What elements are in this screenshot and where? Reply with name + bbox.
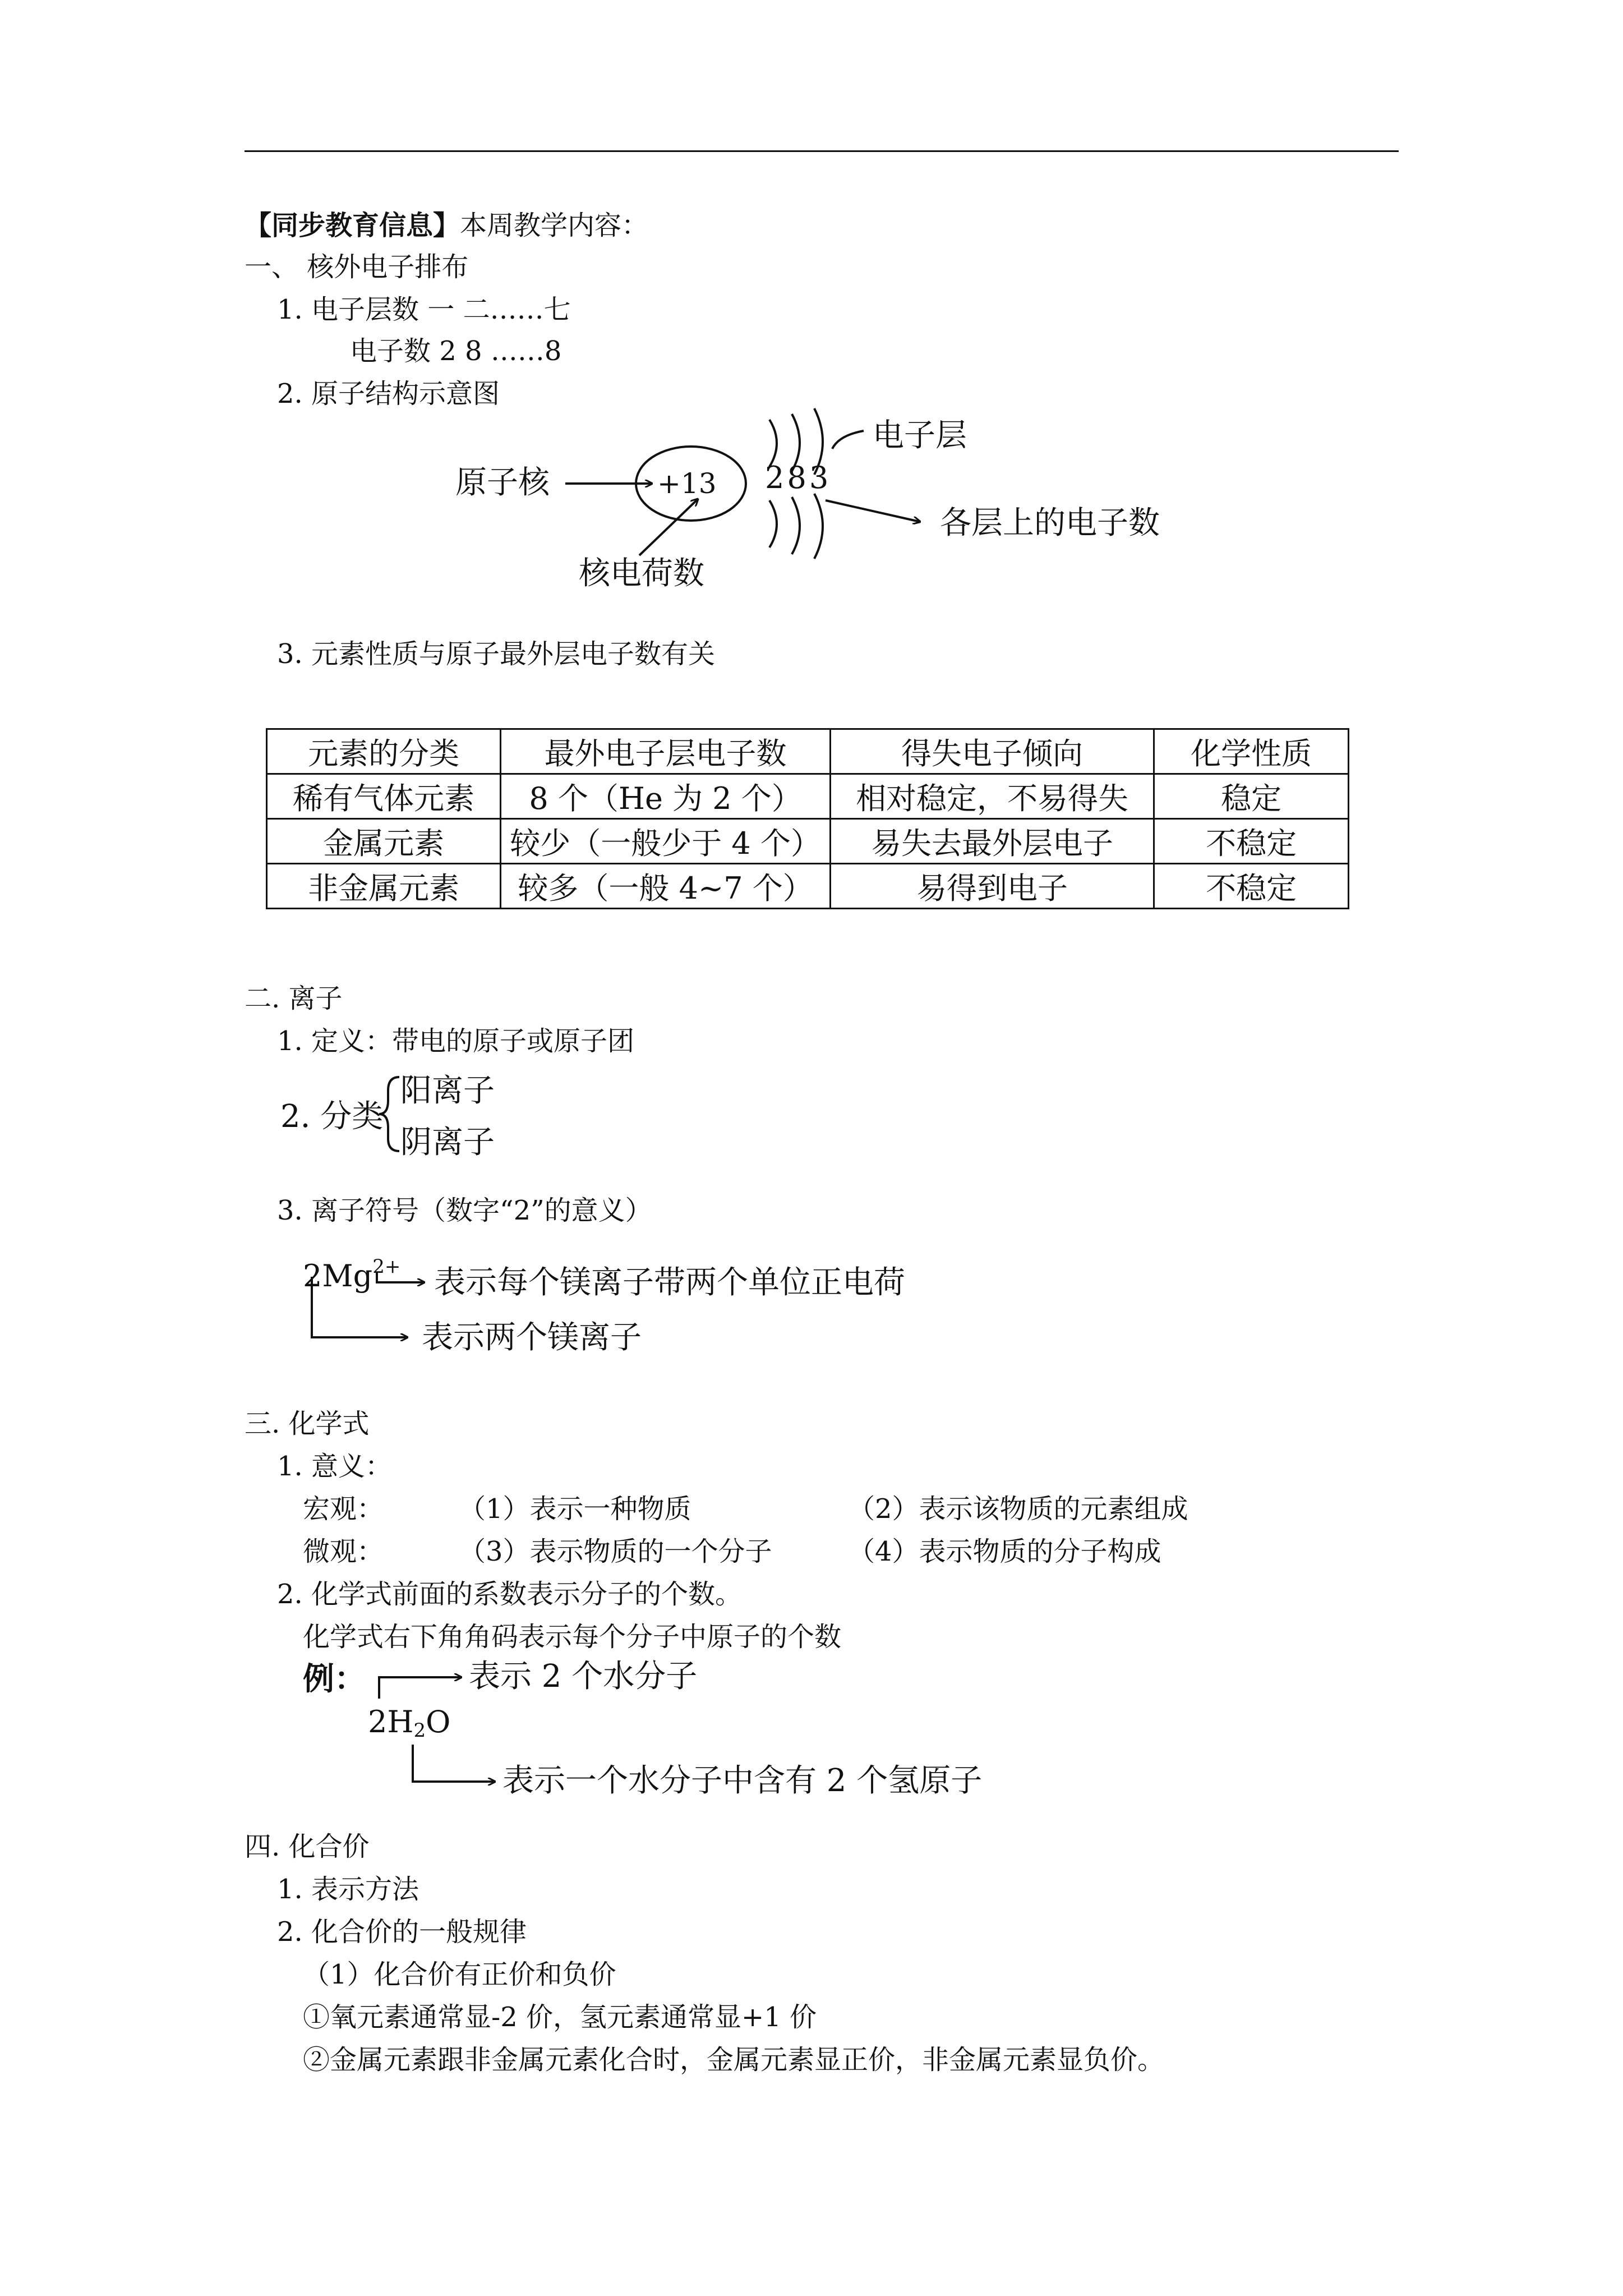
shell-arc-lower-1 [769, 500, 777, 547]
sec1-item1-line1: 1. 电子层数 一 二……七 [277, 294, 571, 325]
sec4-rule2: ②金属元素跟非金属元素化合时，金属元素显正价，非金属元素显负价。 [303, 2044, 1165, 2076]
sec1-item1-line2: 电子数 2 8 ……8 [350, 335, 562, 367]
water-formula [368, 1704, 450, 1749]
charge-label: 核电荷数 [579, 555, 704, 592]
example-meaning-2: 表示一个水分子中含有 2 个氢原子 [502, 1763, 983, 1799]
nucleus-charge: +13 [657, 467, 717, 500]
shell-arc-lower-2 [792, 497, 800, 554]
table-cell: 不稳定 [1154, 864, 1349, 909]
ion-meaning-2: 表示两个镁离子 [422, 1319, 642, 1356]
example-label: 例： [303, 1660, 366, 1697]
table-cell: 较少（一般少于 4 个） [501, 819, 831, 864]
sec2-title: 二. 离子 [245, 983, 343, 1014]
bracket-title: 【同步教育信息】 [245, 210, 460, 241]
h2o-arrow-1 [379, 1677, 461, 1699]
shell-label: 电子层 [873, 417, 967, 454]
table-row [267, 819, 1349, 864]
formula-oxygen: O [426, 1704, 451, 1740]
sec4-title: 四. 化合价 [245, 1831, 370, 1862]
formula-coefficient-h: 2H [368, 1704, 414, 1740]
table-cell: 不稳定 [1154, 819, 1349, 864]
table-header-cell: 化学性质 [1154, 729, 1349, 774]
ion-charge: 2+ [372, 1255, 401, 1278]
sec1-title: 一、 核外电子排布 [245, 251, 469, 283]
sec3-item1: 1. 意义： [277, 1451, 393, 1482]
electron-counts: 2 8 3 [765, 460, 826, 495]
table-cell: 8 个（He 为 2 个） [501, 774, 831, 819]
table-header-cell: 元素的分类 [267, 729, 501, 774]
micro-label: 微观： [303, 1536, 384, 1567]
sec4-item1: 1. 表示方法 [277, 1874, 419, 1905]
macro-meaning-2: （2）表示该物质的元素组成 [848, 1493, 1188, 1525]
table-header-row [267, 729, 1349, 774]
table-cell: 易失去最外层电子 [830, 819, 1154, 864]
element-properties-table [266, 728, 1349, 909]
count-arrow [826, 500, 920, 522]
sec3-item2-line2: 化学式右下角角码表示每个分子中原子的个数 [303, 1621, 842, 1653]
sec2-item1: 1. 定义：带电的原子或原子团 [277, 1025, 635, 1057]
macro-label: 宏观： [303, 1493, 384, 1525]
sec4-sub1: （1）化合价有正价和负价 [303, 1959, 616, 1990]
electron-count-label: 各层上的电子数 [940, 505, 1160, 541]
h2o-arrow-2 [413, 1745, 495, 1782]
table-header-cell: 得失电子倾向 [830, 729, 1154, 774]
table-cell: 金属元素 [267, 819, 501, 864]
sec3-item2-line1: 2. 化学式前面的系数表示分子的个数。 [277, 1579, 743, 1610]
ion-meaning-1: 表示每个镁离子带两个单位正电荷 [434, 1264, 905, 1301]
shell-arc-lower-3 [814, 494, 823, 559]
sec1-item3: 3. 元素性质与原子最外层电子数有关 [277, 638, 716, 670]
table-cell: 较多（一般 4~7 个） [501, 864, 831, 909]
sec4-item2: 2. 化合价的一般规律 [277, 1916, 527, 1948]
table-cell: 非金属元素 [267, 864, 501, 909]
formula-subscript: 2 [413, 1719, 426, 1742]
table-row [267, 774, 1349, 819]
ion-formula: 2Mg [303, 1258, 373, 1294]
micro-meaning-2: （4）表示物质的分子构成 [848, 1536, 1161, 1567]
macro-meaning-1: （1）表示一种物质 [459, 1493, 691, 1525]
cation-label: 阳离子 [400, 1073, 495, 1109]
shell-pointer [832, 431, 864, 449]
table-row [267, 864, 1349, 909]
table-cell: 相对稳定，不易得失 [830, 774, 1154, 819]
table-cell: 易得到电子 [830, 864, 1154, 909]
sec4-rule1: ①氧元素通常显-2 价，氢元素通常显+1 价 [303, 2001, 817, 2033]
table-cell: 稳定 [1154, 774, 1349, 819]
example-meaning-1: 表示 2 个水分子 [469, 1658, 698, 1695]
micro-meaning-1: （3）表示物质的一个分子 [459, 1536, 772, 1567]
sec3-title: 三. 化学式 [245, 1408, 370, 1439]
table-cell: 稀有气体元素 [267, 774, 501, 819]
ion-symbol [303, 1249, 400, 1294]
intro-text: 本周教学内容： [460, 210, 649, 241]
anion-label: 阴离子 [400, 1124, 495, 1161]
sec2-item2-label: 2. 分类 [280, 1098, 384, 1135]
table-header-cell: 最外电子层电子数 [501, 729, 831, 774]
nucleus-label: 原子核 [455, 464, 550, 501]
sec2-item3: 3. 离子符号（数字“2”的意义） [277, 1195, 652, 1226]
sec1-item2: 2. 原子结构示意图 [277, 378, 500, 409]
